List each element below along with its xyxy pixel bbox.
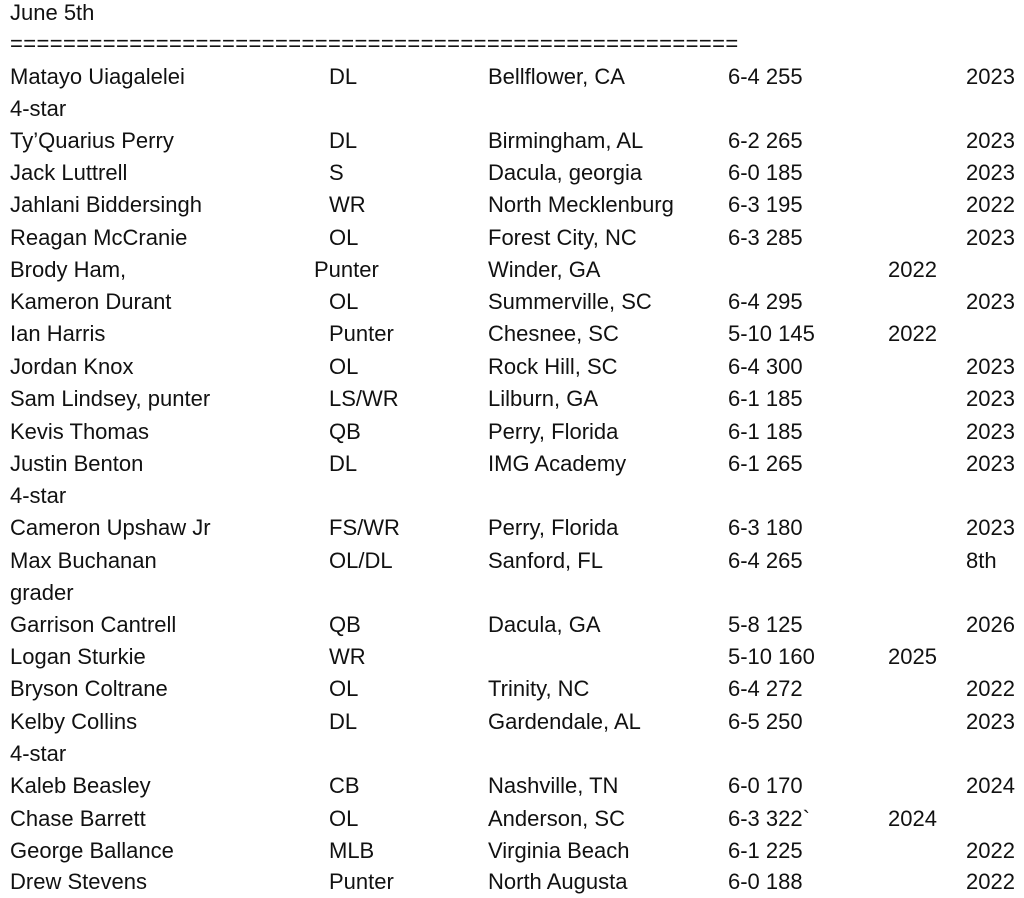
recruit-class-year: 2023	[966, 64, 1015, 89]
recruit-name: Garrison Cantrell	[10, 612, 177, 637]
recruit-class-year: 2022	[966, 676, 1015, 701]
recruit-measurables: 6-3 195	[728, 192, 803, 217]
date-text: June 5th	[10, 0, 95, 25]
recruit-position: Punter	[329, 321, 394, 346]
recruit-location: Gardendale, AL	[488, 709, 641, 734]
recruit-name: Kameron Durant	[10, 289, 172, 314]
recruit-measurables: 6-4 272	[728, 676, 803, 701]
recruit-name: Ian Harris	[10, 321, 106, 346]
recruit-class-year: 2023	[966, 354, 1015, 379]
recruit-class-year: 2025	[888, 644, 937, 669]
recruit-class-year: 2022	[966, 192, 1015, 217]
recruit-location: Birmingham, AL	[488, 128, 644, 153]
recruit-position: QB	[329, 612, 361, 637]
recruit-name: Matayo Uiagalelei	[10, 64, 185, 89]
recruit-name: Cameron Upshaw Jr	[10, 515, 211, 540]
recruit-position: QB	[329, 419, 361, 444]
recruit-location: Sanford, FL	[488, 548, 603, 573]
recruit-location: Anderson, SC	[488, 806, 625, 831]
recruit-measurables: 6-4 255	[728, 64, 803, 89]
recruit-position: WR	[329, 644, 366, 669]
recruit-name: Logan Sturkie	[10, 644, 146, 669]
recruit-class-year: 2022	[888, 257, 937, 282]
recruit-measurables: 6-1 185	[728, 386, 803, 411]
recruit-measurables: 6-4 300	[728, 354, 803, 379]
recruit-class-year: 2023	[966, 709, 1015, 734]
recruit-location: IMG Academy	[488, 451, 627, 476]
recruit-measurables: 6-0 185	[728, 160, 803, 185]
recruit-location: Dacula, GA	[488, 612, 601, 637]
recruit-position: DL	[329, 451, 358, 476]
recruit-location: Forest City, NC	[488, 225, 637, 250]
recruit-position: OL/DL	[329, 548, 393, 573]
recruit-class-year: 2023	[966, 289, 1015, 314]
recruit-location: Perry, Florida	[488, 419, 619, 444]
recruit-location: Summerville, SC	[488, 289, 652, 314]
recruit-class-year: 2022	[966, 869, 1015, 894]
recruit-class-year: 2024	[966, 773, 1015, 798]
recruit-name: Jordan Knox	[10, 354, 134, 379]
recruit-location: Trinity, NC	[488, 676, 590, 701]
recruit-name: Jahlani Biddersingh	[10, 192, 203, 217]
recruit-note: 4-star	[10, 483, 67, 508]
recruit-measurables: 6-4 295	[728, 289, 803, 314]
recruit-position: OL	[329, 289, 359, 314]
recruit-class-year: 8th	[966, 548, 997, 573]
recruit-location: Winder, GA	[488, 257, 601, 282]
recruit-location: Nashville, TN	[488, 773, 619, 798]
recruit-position: CB	[329, 773, 360, 798]
recruit-measurables: 6-3 285	[728, 225, 803, 250]
recruit-class-year: 2026	[966, 612, 1015, 637]
recruit-position: DL	[329, 709, 358, 734]
recruit-class-year: 2023	[966, 515, 1015, 540]
recruit-name: Drew Stevens	[10, 869, 147, 894]
recruit-position: Punter	[329, 869, 394, 894]
recruit-measurables: 6-4 265	[728, 548, 803, 573]
recruit-location: Rock Hill, SC	[488, 354, 618, 379]
recruit-position: OL	[329, 225, 359, 250]
recruit-class-year: 2023	[966, 160, 1015, 185]
recruit-location: Lilburn, GA	[488, 386, 599, 411]
recruit-position: DL	[329, 128, 358, 153]
recruit-position: OL	[329, 354, 359, 379]
recruit-name: George Ballance	[10, 838, 174, 863]
recruit-class-year: 2022	[966, 838, 1015, 863]
recruit-class-year: 2023	[966, 419, 1015, 444]
recruit-class-year: 2023	[966, 128, 1015, 153]
recruit-position: S	[329, 160, 344, 185]
recruit-measurables: 5-10 160	[728, 644, 815, 669]
recruit-measurables: 6-3 180	[728, 515, 803, 540]
recruit-name: Brody Ham,	[10, 257, 127, 282]
recruit-position: WR	[329, 192, 366, 217]
recruit-class-year: 2022	[888, 321, 937, 346]
recruit-name: Bryson Coltrane	[10, 676, 168, 701]
recruit-location: North Mecklenburg	[488, 192, 674, 217]
recruit-note: grader	[10, 580, 74, 605]
recruit-note: 4-star	[10, 741, 67, 766]
recruit-name: Max Buchanan	[10, 548, 157, 573]
recruit-location: Perry, Florida	[488, 515, 619, 540]
separator-line: =======================================================	[10, 31, 739, 56]
recruit-position: OL	[329, 806, 359, 831]
recruit-class-year: 2024	[888, 806, 937, 831]
recruit-location: North Augusta	[488, 869, 628, 894]
recruit-measurables: 6-3 322`	[728, 806, 810, 831]
recruit-position: DL	[329, 64, 358, 89]
recruit-class-year: 2023	[966, 225, 1015, 250]
recruit-measurables: 6-1 225	[728, 838, 803, 863]
recruit-position: LS/WR	[329, 386, 399, 411]
recruit-name: Ty’Quarius Perry	[10, 128, 174, 153]
recruit-name: Justin Benton	[10, 451, 144, 476]
recruit-measurables: 6-1 185	[728, 419, 803, 444]
recruit-name: Reagan McCranie	[10, 225, 188, 250]
recruit-location: Bellflower, CA	[488, 64, 625, 89]
recruit-name: Kevis Thomas	[10, 419, 149, 444]
recruit-name: Kaleb Beasley	[10, 773, 151, 798]
recruit-measurables: 6-1 265	[728, 451, 803, 476]
recruit-name: Jack Luttrell	[10, 160, 128, 185]
recruit-position: Punter	[314, 257, 379, 282]
recruit-position: OL	[329, 676, 359, 701]
recruit-position: FS/WR	[329, 515, 400, 540]
recruit-position: MLB	[329, 838, 375, 863]
recruit-location: Virginia Beach	[488, 838, 630, 863]
recruit-measurables: 6-0 170	[728, 773, 803, 798]
recruit-name: Kelby Collins	[10, 709, 138, 734]
recruit-measurables: 6-5 250	[728, 709, 803, 734]
recruit-class-year: 2023	[966, 451, 1015, 476]
recruit-name: Sam Lindsey, punter	[10, 386, 211, 411]
recruit-measurables: 5-8 125	[728, 612, 803, 637]
recruit-name: Chase Barrett	[10, 806, 146, 831]
recruit-measurables: 5-10 145	[728, 321, 815, 346]
recruit-measurables: 6-0 188	[728, 869, 803, 894]
recruit-location: Chesnee, SC	[488, 321, 619, 346]
recruit-location: Dacula, georgia	[488, 160, 643, 185]
recruit-note: 4-star	[10, 96, 67, 121]
recruit-class-year: 2023	[966, 386, 1015, 411]
recruit-measurables: 6-2 265	[728, 128, 803, 153]
